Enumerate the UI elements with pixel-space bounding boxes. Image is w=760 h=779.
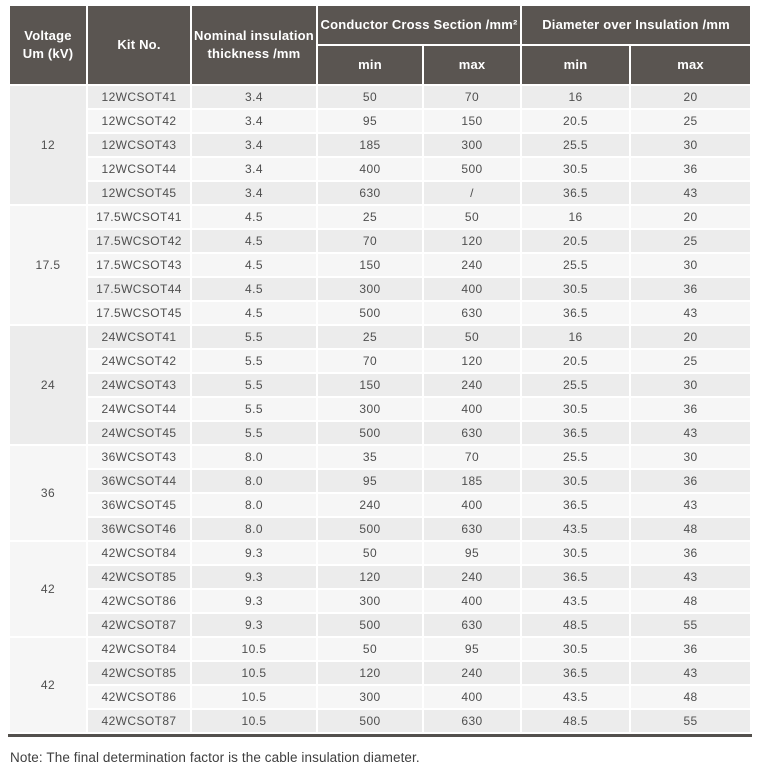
cs-max-cell: 500 xyxy=(424,158,520,180)
table-row xyxy=(10,158,750,180)
di-min-cell: 20.5 xyxy=(522,110,629,132)
cs-min-cell: 50 xyxy=(318,542,422,564)
cs-min-cell: 150 xyxy=(318,254,422,276)
cs-min-cell: 25 xyxy=(318,326,422,348)
cs-min-cell: 95 xyxy=(318,110,422,132)
di-min-cell: 16 xyxy=(522,326,629,348)
di-max-cell: 25 xyxy=(631,110,750,132)
thickness-cell: 5.5 xyxy=(192,374,316,396)
di-max-cell: 43 xyxy=(631,302,750,324)
note-text: Note: The final determination factor is the cable insulation diameter. xyxy=(10,750,420,765)
cs-min-cell: 500 xyxy=(318,302,422,324)
di-min-cell: 16 xyxy=(522,206,629,228)
thickness-cell: 10.5 xyxy=(192,662,316,684)
header-di-max: max xyxy=(631,46,750,84)
di-max-cell: 43 xyxy=(631,494,750,516)
cs-max-cell: 630 xyxy=(424,614,520,636)
thickness-cell: 9.3 xyxy=(192,542,316,564)
di-max-cell: 30 xyxy=(631,374,750,396)
cs-max-cell: 630 xyxy=(424,422,520,444)
cs-min-cell: 50 xyxy=(318,86,422,108)
cs-min-cell: 400 xyxy=(318,158,422,180)
voltage-group-cell: 12 xyxy=(10,86,86,204)
spec-table-wrap xyxy=(8,4,752,737)
cs-max-cell: 50 xyxy=(424,326,520,348)
thickness-cell: 5.5 xyxy=(192,350,316,372)
table-row xyxy=(10,686,750,708)
di-max-cell: 48 xyxy=(631,686,750,708)
cs-max-cell: 70 xyxy=(424,86,520,108)
cs-min-cell: 50 xyxy=(318,638,422,660)
thickness-cell: 8.0 xyxy=(192,494,316,516)
table-row xyxy=(10,638,750,660)
kit-cell: 42WCSOT87 xyxy=(88,710,190,732)
di-max-cell: 25 xyxy=(631,350,750,372)
di-max-cell: 30 xyxy=(631,254,750,276)
di-min-cell: 30.5 xyxy=(522,398,629,420)
voltage-group-cell: 24 xyxy=(10,326,86,444)
di-max-cell: 30 xyxy=(631,446,750,468)
cs-max-cell: 120 xyxy=(424,230,520,252)
cs-max-cell: 240 xyxy=(424,662,520,684)
cs-max-cell: 240 xyxy=(424,254,520,276)
di-min-cell: 36.5 xyxy=(522,422,629,444)
table-row xyxy=(10,302,750,324)
thickness-cell: 10.5 xyxy=(192,686,316,708)
kit-cell: 42WCSOT84 xyxy=(88,542,190,564)
voltage-group-cell: 42 xyxy=(10,542,86,636)
cs-max-cell: / xyxy=(424,182,520,204)
di-min-cell: 30.5 xyxy=(522,542,629,564)
kit-cell: 42WCSOT85 xyxy=(88,566,190,588)
cs-max-cell: 120 xyxy=(424,350,520,372)
cs-max-cell: 150 xyxy=(424,110,520,132)
cs-min-cell: 185 xyxy=(318,134,422,156)
di-max-cell: 48 xyxy=(631,590,750,612)
kit-cell: 24WCSOT44 xyxy=(88,398,190,420)
di-max-cell: 20 xyxy=(631,206,750,228)
di-min-cell: 25.5 xyxy=(522,134,629,156)
kit-cell: 24WCSOT43 xyxy=(88,374,190,396)
cs-max-cell: 630 xyxy=(424,710,520,732)
header-di-min: min xyxy=(522,46,629,84)
di-max-cell: 20 xyxy=(631,326,750,348)
thickness-cell: 4.5 xyxy=(192,254,316,276)
thickness-cell: 4.5 xyxy=(192,302,316,324)
kit-cell: 36WCSOT43 xyxy=(88,446,190,468)
thickness-cell: 8.0 xyxy=(192,518,316,540)
kit-cell: 42WCSOT85 xyxy=(88,662,190,684)
di-max-cell: 43 xyxy=(631,662,750,684)
cs-max-cell: 240 xyxy=(424,566,520,588)
cs-max-cell: 95 xyxy=(424,542,520,564)
table-header xyxy=(10,6,750,84)
di-max-cell: 36 xyxy=(631,278,750,300)
table-row xyxy=(10,350,750,372)
di-min-cell: 36.5 xyxy=(522,566,629,588)
di-max-cell: 43 xyxy=(631,566,750,588)
cs-min-cell: 240 xyxy=(318,494,422,516)
kit-cell: 17.5WCSOT41 xyxy=(88,206,190,228)
cs-min-cell: 150 xyxy=(318,374,422,396)
voltage-group-cell: 17.5 xyxy=(10,206,86,324)
table-row xyxy=(10,278,750,300)
kit-cell: 36WCSOT46 xyxy=(88,518,190,540)
cs-max-cell: 300 xyxy=(424,134,520,156)
thickness-cell: 5.5 xyxy=(192,422,316,444)
cs-max-cell: 95 xyxy=(424,638,520,660)
kit-cell: 36WCSOT45 xyxy=(88,494,190,516)
cs-max-cell: 400 xyxy=(424,494,520,516)
thickness-cell: 8.0 xyxy=(192,470,316,492)
thickness-cell: 3.4 xyxy=(192,182,316,204)
di-min-cell: 30.5 xyxy=(522,470,629,492)
cs-max-cell: 630 xyxy=(424,518,520,540)
di-max-cell: 36 xyxy=(631,542,750,564)
thickness-cell: 10.5 xyxy=(192,638,316,660)
table-row xyxy=(10,446,750,468)
cs-max-cell: 50 xyxy=(424,206,520,228)
di-max-cell: 43 xyxy=(631,422,750,444)
kit-cell: 17.5WCSOT43 xyxy=(88,254,190,276)
thickness-cell: 5.5 xyxy=(192,326,316,348)
cs-min-cell: 120 xyxy=(318,566,422,588)
di-min-cell: 43.5 xyxy=(522,686,629,708)
cs-min-cell: 70 xyxy=(318,230,422,252)
kit-cell: 12WCSOT43 xyxy=(88,134,190,156)
table-row xyxy=(10,662,750,684)
table-row xyxy=(10,422,750,444)
cs-min-cell: 500 xyxy=(318,422,422,444)
header-cs-min: min xyxy=(318,46,422,84)
table-row xyxy=(10,710,750,732)
di-min-cell: 16 xyxy=(522,86,629,108)
kit-cell: 17.5WCSOT44 xyxy=(88,278,190,300)
di-min-cell: 30.5 xyxy=(522,278,629,300)
header-voltage xyxy=(10,6,86,84)
kit-cell: 12WCSOT45 xyxy=(88,182,190,204)
di-min-cell: 20.5 xyxy=(522,230,629,252)
thickness-cell: 9.3 xyxy=(192,590,316,612)
cs-max-cell: 400 xyxy=(424,590,520,612)
table-row xyxy=(10,470,750,492)
thickness-cell: 9.3 xyxy=(192,566,316,588)
table-body xyxy=(10,86,750,732)
header-diameter-over-insulation: Diameter over Insulation /mm xyxy=(522,6,750,44)
table-row xyxy=(10,614,750,636)
header-voltage-line1: Voltage xyxy=(24,28,72,44)
di-max-cell: 30 xyxy=(631,134,750,156)
di-min-cell: 25.5 xyxy=(522,254,629,276)
table-row xyxy=(10,182,750,204)
di-max-cell: 20 xyxy=(631,86,750,108)
thickness-cell: 8.0 xyxy=(192,446,316,468)
table-row xyxy=(10,326,750,348)
cs-max-cell: 185 xyxy=(424,470,520,492)
thickness-cell: 3.4 xyxy=(192,158,316,180)
table-row xyxy=(10,134,750,156)
di-max-cell: 55 xyxy=(631,710,750,732)
table-row xyxy=(10,518,750,540)
kit-cell: 12WCSOT41 xyxy=(88,86,190,108)
thickness-cell: 10.5 xyxy=(192,710,316,732)
table-row xyxy=(10,110,750,132)
di-max-cell: 36 xyxy=(631,398,750,420)
header-cs-max: max xyxy=(424,46,520,84)
di-min-cell: 36.5 xyxy=(522,494,629,516)
header-thickness-line2: thickness /mm xyxy=(207,46,301,61)
di-min-cell: 25.5 xyxy=(522,374,629,396)
header-thickness xyxy=(192,6,316,84)
thickness-cell: 3.4 xyxy=(192,110,316,132)
thickness-cell: 4.5 xyxy=(192,278,316,300)
header-voltage-line2: Um (kV) xyxy=(22,46,74,61)
di-min-cell: 25.5 xyxy=(522,446,629,468)
table-row xyxy=(10,206,750,228)
header-thickness-line1: Nominal insulation xyxy=(194,28,314,44)
di-max-cell: 43 xyxy=(631,182,750,204)
cs-min-cell: 300 xyxy=(318,686,422,708)
kit-cell: 17.5WCSOT42 xyxy=(88,230,190,252)
di-min-cell: 48.5 xyxy=(522,710,629,732)
di-max-cell: 25 xyxy=(631,230,750,252)
cs-max-cell: 400 xyxy=(424,278,520,300)
table-row xyxy=(10,254,750,276)
di-max-cell: 48 xyxy=(631,518,750,540)
di-max-cell: 36 xyxy=(631,158,750,180)
table-row xyxy=(10,590,750,612)
di-min-cell: 48.5 xyxy=(522,614,629,636)
table-row xyxy=(10,230,750,252)
cs-min-cell: 300 xyxy=(318,278,422,300)
cs-max-cell: 400 xyxy=(424,686,520,708)
kit-cell: 24WCSOT42 xyxy=(88,350,190,372)
di-max-cell: 36 xyxy=(631,638,750,660)
kit-cell: 17.5WCSOT45 xyxy=(88,302,190,324)
cs-max-cell: 240 xyxy=(424,374,520,396)
kit-cell: 24WCSOT45 xyxy=(88,422,190,444)
cs-min-cell: 25 xyxy=(318,206,422,228)
voltage-group-cell: 36 xyxy=(10,446,86,540)
thickness-cell: 3.4 xyxy=(192,134,316,156)
spec-table xyxy=(8,4,752,734)
cs-min-cell: 35 xyxy=(318,446,422,468)
cs-min-cell: 500 xyxy=(318,518,422,540)
kit-cell: 42WCSOT86 xyxy=(88,590,190,612)
di-min-cell: 30.5 xyxy=(522,638,629,660)
kit-cell: 42WCSOT86 xyxy=(88,686,190,708)
table-row xyxy=(10,566,750,588)
cs-max-cell: 70 xyxy=(424,446,520,468)
di-max-cell: 36 xyxy=(631,470,750,492)
thickness-cell: 4.5 xyxy=(192,206,316,228)
kit-cell: 12WCSOT42 xyxy=(88,110,190,132)
table-row xyxy=(10,374,750,396)
di-min-cell: 36.5 xyxy=(522,182,629,204)
thickness-cell: 5.5 xyxy=(192,398,316,420)
header-conductor-cross-section: Conductor Cross Section /mm² xyxy=(318,6,520,44)
cs-min-cell: 500 xyxy=(318,710,422,732)
thickness-cell: 4.5 xyxy=(192,230,316,252)
cs-min-cell: 120 xyxy=(318,662,422,684)
di-min-cell: 30.5 xyxy=(522,158,629,180)
voltage-group-cell: 42 xyxy=(10,638,86,732)
di-min-cell: 43.5 xyxy=(522,590,629,612)
cs-min-cell: 70 xyxy=(318,350,422,372)
table-row xyxy=(10,398,750,420)
kit-cell: 42WCSOT84 xyxy=(88,638,190,660)
di-max-cell: 55 xyxy=(631,614,750,636)
cs-max-cell: 400 xyxy=(424,398,520,420)
kit-cell: 24WCSOT41 xyxy=(88,326,190,348)
cs-max-cell: 630 xyxy=(424,302,520,324)
thickness-cell: 9.3 xyxy=(192,614,316,636)
di-min-cell: 36.5 xyxy=(522,302,629,324)
kit-cell: 42WCSOT87 xyxy=(88,614,190,636)
cs-min-cell: 300 xyxy=(318,590,422,612)
table-row xyxy=(10,494,750,516)
cs-min-cell: 630 xyxy=(318,182,422,204)
table-row xyxy=(10,542,750,564)
kit-cell: 12WCSOT44 xyxy=(88,158,190,180)
cs-min-cell: 300 xyxy=(318,398,422,420)
di-min-cell: 36.5 xyxy=(522,662,629,684)
thickness-cell: 3.4 xyxy=(192,86,316,108)
di-min-cell: 20.5 xyxy=(522,350,629,372)
cs-min-cell: 500 xyxy=(318,614,422,636)
kit-cell: 36WCSOT44 xyxy=(88,470,190,492)
table-row xyxy=(10,86,750,108)
header-kit-no: Kit No. xyxy=(88,6,190,84)
di-min-cell: 43.5 xyxy=(522,518,629,540)
cs-min-cell: 95 xyxy=(318,470,422,492)
